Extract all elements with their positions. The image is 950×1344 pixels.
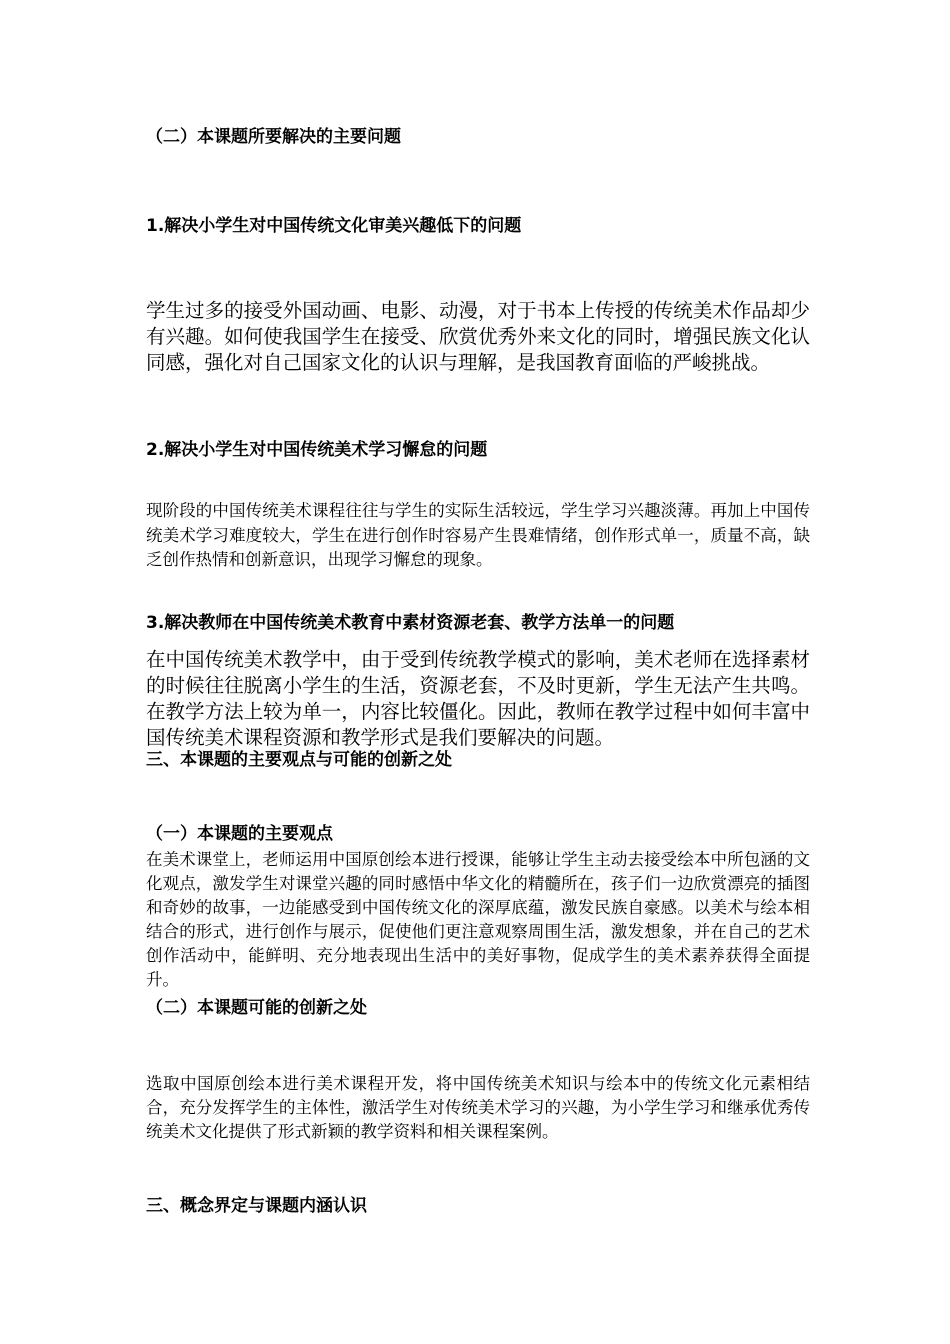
- problem-3-heading: 3.解决教师在中国传统美术教育中素材资源老套、教学方法单一的问题: [146, 613, 675, 633]
- innovation-heading: （二）本课题可能的创新之处: [146, 998, 367, 1018]
- section-heading-problems: （二）本课题所要解决的主要问题: [146, 127, 401, 147]
- section-heading-concepts: 三、概念界定与课题内涵认识: [146, 1196, 367, 1216]
- main-view-heading: （一）本课题的主要观点: [146, 824, 333, 844]
- problem-2-heading: 2.解决小学生对中国传统美术学习懈怠的问题: [146, 440, 488, 460]
- main-view-paragraph: 在美术课堂上，老师运用中国原创绘本进行授课，能够让学生主动去接受绘本中所包涵的文化观点，激发学生对课堂兴趣的同时感悟中华文化的精髓所在，孩子们一边欣赏漂亮的插图和奇妙的故事，一边能感受到中国传统文化的深厚底蕴，激发民族自豪感。以美术与绘本相结合的形式，进行创作与展示，促使他们更注意观察周围生活，激发想象，并在自己的艺术创作活动中，能鲜明、充分地表现出生活中的美好事物，促成学生的美术素养获得全面提升。: [146, 850, 810, 989]
- problem-1-paragraph: 学生过多的接受外国动画、电影、动漫，对于书本上传授的传统美术作品却少有兴趣。如何使我国学生在接受、欣赏优秀外来文化的同时，增强民族文化认同感，强化对自己国家文化的认识与理解，是我国教育面临的严峻挑战。: [146, 299, 810, 374]
- section-heading-views: 三、本课题的主要观点与可能的创新之处: [146, 750, 452, 770]
- problem-2-paragraph: 现阶段的中国传统美术课程往往与学生的实际生活较远，学生学习兴趣淡薄。再加上中国传统美术学习难度较大，学生在进行创作时容易产生畏难情绪，创作形式单一，质量不高，缺乏创作热情和创新意识，出现学习懈怠的现象。: [146, 501, 810, 569]
- innovation-paragraph: 选取中国原创绘本进行美术课程开发，将中国传统美术知识与绘本中的传统文化元素相结合，充分发挥学生的主体性，激活学生对传统美术学习的兴趣，为小学生学习和继承优秀传统美术文化提供了形式新颖的教学资料和相关课程案例。: [146, 1074, 810, 1141]
- problem-3-paragraph: 在中国传统美术教学中，由于受到传统教学模式的影响，美术老师在选择素材的时候往往脱离小学生的生活，资源老套，不及时更新，学生无法产生共鸣。在教学方法上较为单一，内容比较僵化。因此，教师在教学过程中如何丰富中国传统美术课程资源和教学形式是我们要解决的问题。: [146, 648, 810, 749]
- problem-1-heading: 1.解决小学生对中国传统文化审美兴趣低下的问题: [146, 216, 522, 236]
